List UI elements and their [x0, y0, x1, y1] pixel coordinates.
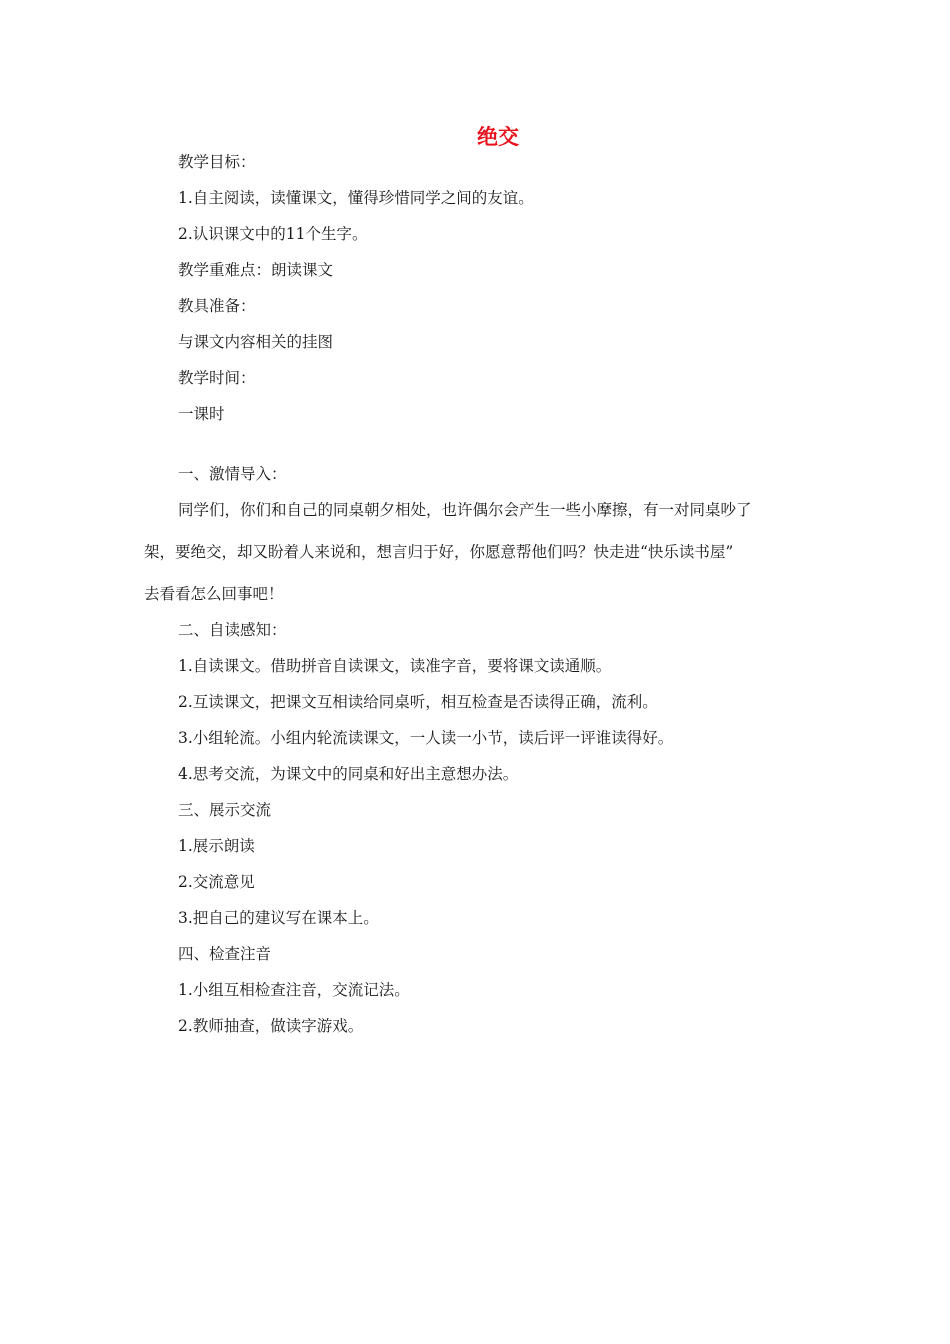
heading-materials: 教具准备：	[178, 297, 256, 315]
section-heading-1: 一、激情导入：	[178, 465, 287, 483]
document-title: 绝交	[477, 125, 519, 149]
intro-paragraph-line-3: 去看看怎么回事吧！	[144, 585, 284, 603]
section-4-item-1: 1.小组互相检查注音，交流记法。	[178, 981, 410, 999]
section-2-item-1: 1.自读课文。借助拼音自读课文，读准字音，要将课文读通顺。	[178, 657, 612, 675]
section-3-item-2: 2.交流意见	[178, 873, 255, 891]
goal-item-2: 2.认识课文中的11个生字。	[178, 225, 368, 243]
heading-teaching-time: 教学时间：	[178, 369, 256, 387]
materials-text: 与课文内容相关的挂图	[178, 333, 334, 351]
section-heading-2: 二、自读感知：	[178, 621, 287, 639]
intro-paragraph-line-2: 架，要绝交，却又盼着人来说和，想言归于好，你愿意帮他们吗？快走进“快乐读书屋”	[144, 543, 734, 561]
section-2-item-2: 2.互读课文，把课文互相读给同桌听，相互检查是否读得正确，流利。	[178, 693, 658, 711]
section-2-item-4: 4.思考交流，为课文中的同桌和好出主意想办法。	[178, 765, 519, 783]
section-2-item-3: 3.小组轮流。小组内轮流读课文，一人读一小节，读后评一评谁读得好。	[178, 729, 674, 747]
section-heading-3: 三、展示交流	[178, 801, 272, 819]
section-heading-4: 四、检查注音	[178, 945, 272, 963]
heading-key-points: 教学重难点：朗读课文	[178, 261, 334, 279]
teaching-time-text: 一课时	[178, 405, 225, 423]
section-3-item-1: 1.展示朗读	[178, 837, 255, 855]
intro-paragraph-line-1: 同学们，你们和自己的同桌朝夕相处，也许偶尔会产生一些小摩擦，有一对同桌吵了	[178, 501, 752, 519]
section-3-item-3: 3.把自己的建议写在课本上。	[178, 909, 379, 927]
heading-teaching-goals: 教学目标：	[178, 153, 256, 171]
goal-item-1: 1.自主阅读，读懂课文，懂得珍惜同学之间的友谊。	[178, 189, 534, 207]
section-4-item-2: 2.教师抽查，做读字游戏。	[178, 1017, 364, 1035]
